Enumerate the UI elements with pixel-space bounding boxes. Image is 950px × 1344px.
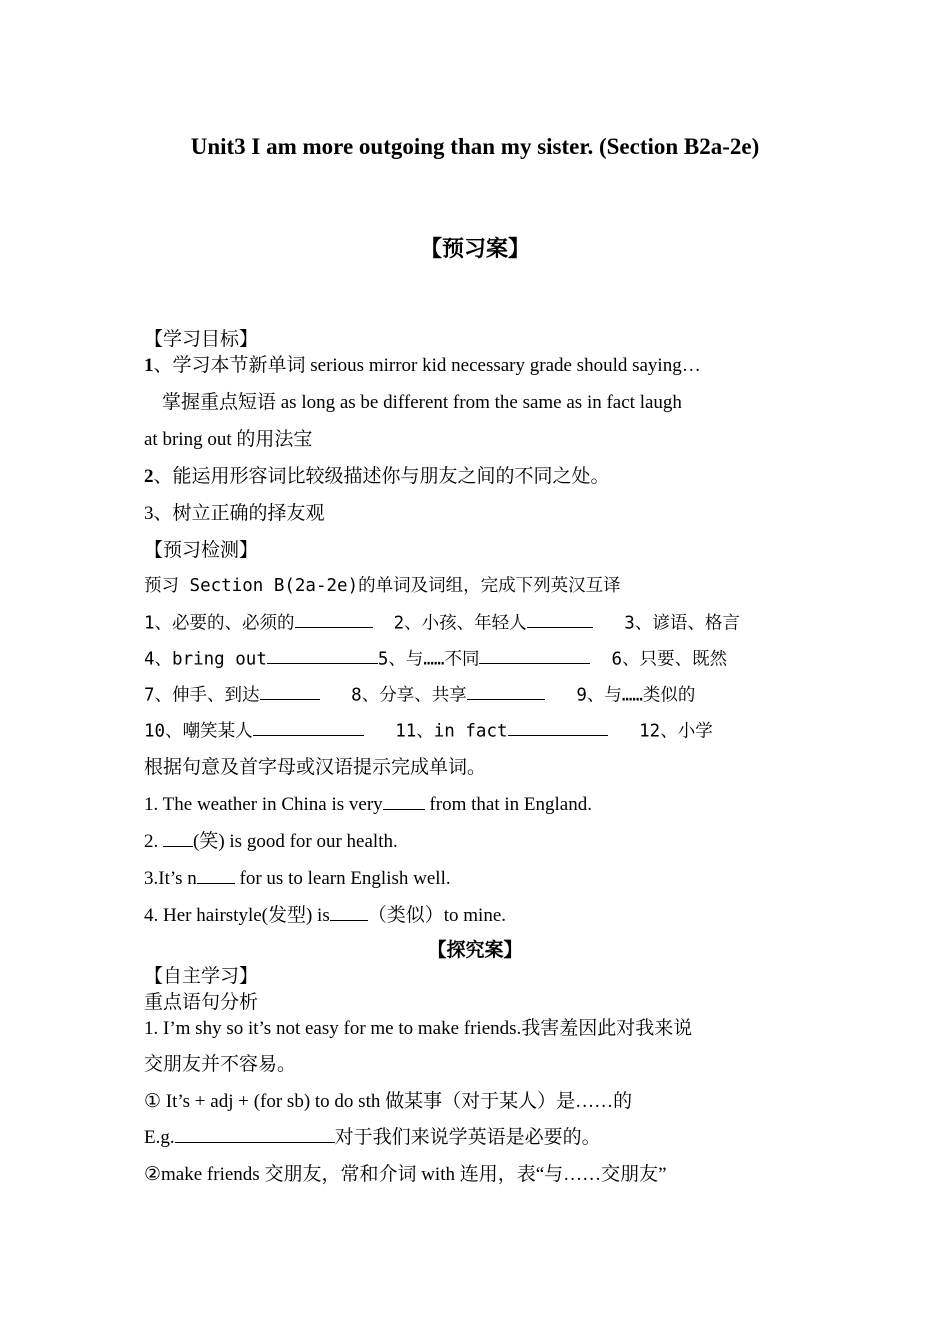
goal-2-text: 、能运用形容词比较级描述你与朋友之间的不同之处。 <box>153 466 610 487</box>
sentence-2-blank[interactable] <box>163 826 193 847</box>
vocab-row-2 <box>144 645 727 670</box>
sentence-2 <box>144 826 398 853</box>
vocab-item-11: 11、in fact <box>395 721 508 742</box>
sentence-3-start: 3.It’s n <box>144 867 197 889</box>
vocab-row-4 <box>144 717 713 742</box>
sentence-1-end: from that in England. <box>424 793 592 815</box>
answer-blank-10[interactable] <box>253 717 364 736</box>
sentence-2-start: 2. <box>144 831 163 852</box>
goal-1 <box>144 350 701 377</box>
example-label: E.g. <box>144 1127 175 1148</box>
vocab-item-5: 5、与……不同 <box>377 649 480 670</box>
goal-1-phrases-continued: at bring out 的用法宝 <box>144 429 313 450</box>
sentence-4-end: （类似）to mine. <box>367 905 507 926</box>
sentence-1-start: 1. The weather in China is very <box>144 793 383 815</box>
goal-1-text: 、学习本节新单词 serious mirror kid necessary grade should saying… <box>153 355 701 376</box>
sentence-3-end: for us to learn English well. <box>234 867 451 889</box>
vocab-item-3: 3、谚语、格言 <box>624 613 740 634</box>
preview-check-intro: 预习 Section B(2a-2e)的单词及词组，完成下列英汉互译 <box>144 576 621 596</box>
example-blank[interactable] <box>175 1122 335 1143</box>
example-translation: 对于我们来说学英语是必要的。 <box>334 1127 601 1148</box>
key-sentence-1: 1. I’m shy so it’s not easy for me to make friends.我害羞因此对我来说 <box>144 1018 693 1039</box>
page-title: Unit3 I am more outgoing than my sister. (Section B2a-2e) <box>190 134 760 159</box>
grammar-point-1: ① It’s + adj + (for sb) to do sth 做某事（对于某人）是……的 <box>144 1091 633 1112</box>
answer-blank-2[interactable] <box>527 609 593 628</box>
sentence-3 <box>144 863 451 890</box>
goal-1-phrases: 掌握重点短语 as long as be different from the same as in fact laugh <box>162 392 682 413</box>
answer-blank-1[interactable] <box>295 609 373 628</box>
vocab-item-2: 2、小孩、年轻人 <box>393 613 527 634</box>
answer-blank-4[interactable] <box>267 645 378 664</box>
vocab-item-9: 9、与……类似的 <box>576 685 696 706</box>
vocab-item-7: 7、伸手、到达 <box>144 685 260 706</box>
sentence-4-blank[interactable] <box>330 900 368 921</box>
sentence-1 <box>144 789 592 816</box>
example-sentence <box>144 1122 601 1149</box>
vocab-row-3 <box>144 681 695 706</box>
goal-1-number: 1 <box>144 355 154 376</box>
sentence-2-end: (笑) is good for our health. <box>193 831 398 852</box>
key-sentence-1-continued: 交朋友并不容易。 <box>144 1054 297 1075</box>
vocab-item-6: 6、只要、既然 <box>611 649 728 670</box>
preview-check-heading: 【预习检测】 <box>144 539 259 561</box>
vocab-row-1 <box>144 609 740 634</box>
answer-blank-5[interactable] <box>479 645 590 664</box>
vocab-item-1: 1、必要的、必须的 <box>144 613 295 634</box>
answer-blank-8[interactable] <box>467 681 545 700</box>
vocab-item-8: 8、分享、共享 <box>351 685 467 706</box>
explore-section-heading: 【探究案】 <box>427 939 523 961</box>
vocab-item-10: 10、嘲笑某人 <box>144 721 253 742</box>
self-study-heading: 【自主学习】 <box>144 965 259 987</box>
goal-2-number: 2 <box>144 466 154 487</box>
grammar-point-2: ②make friends 交朋友，常和介词 with 连用，表“与……交朋友” <box>144 1164 667 1185</box>
goal-3: 3、树立正确的择友观 <box>144 503 325 524</box>
preview-section-heading: 【预习案】 <box>419 237 530 262</box>
answer-blank-11[interactable] <box>508 717 608 736</box>
sentence-4 <box>144 900 506 927</box>
goal-2 <box>144 461 610 488</box>
answer-blank-7[interactable] <box>260 681 320 700</box>
learning-goals-heading: 【学习目标】 <box>144 328 259 350</box>
fill-in-intro: 根据句意及首字母或汉语提示完成单词。 <box>144 757 487 778</box>
vocab-item-4: 4、bring out <box>144 649 267 670</box>
sentence-3-blank[interactable] <box>197 863 235 884</box>
sentence-1-blank[interactable] <box>383 789 425 810</box>
self-study-subheading: 重点语句分析 <box>144 992 259 1013</box>
vocab-item-12: 12、小学 <box>639 721 713 742</box>
sentence-4-start: 4. Her hairstyle(发型) is <box>144 905 330 926</box>
